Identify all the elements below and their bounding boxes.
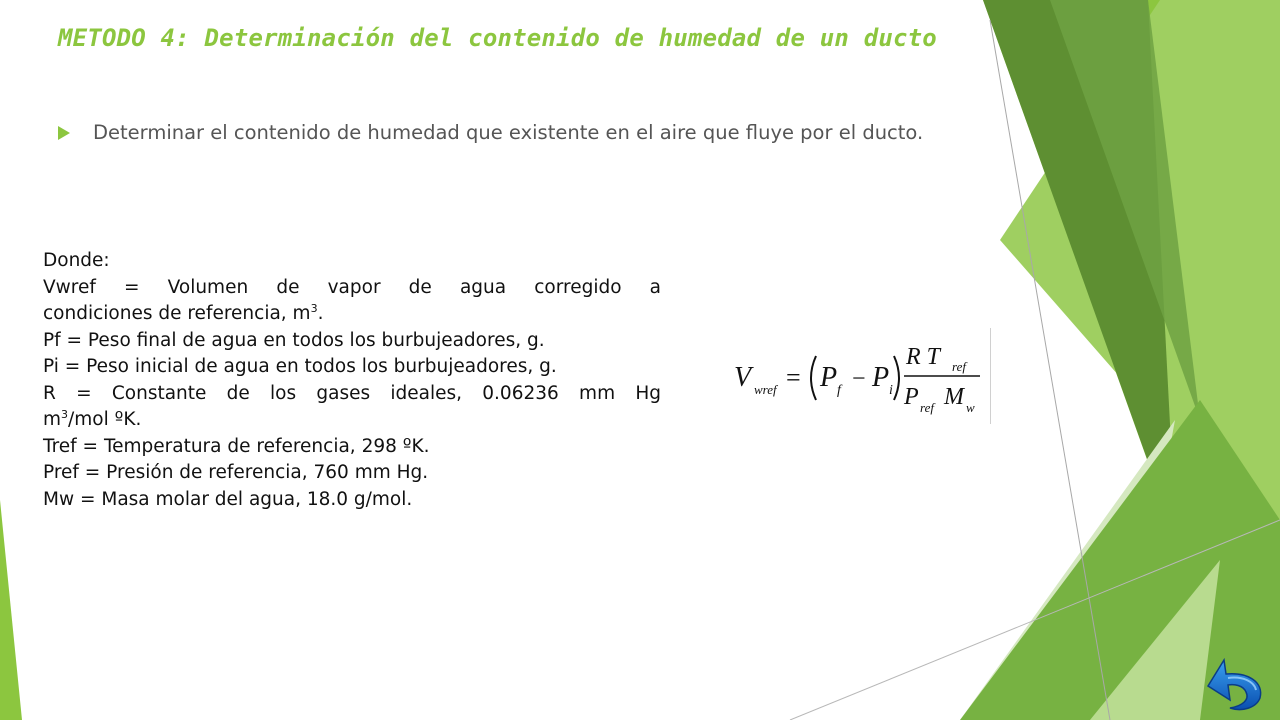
bullet-arrow-icon bbox=[58, 126, 70, 140]
legend-r-exponent: 3 bbox=[61, 408, 69, 421]
formula-denominator-p: P bbox=[904, 384, 919, 410]
bullet-text: Determinar el contenido de humedad que existente en el aire que fluye por el ducto. bbox=[93, 121, 924, 144]
formula-lhs: V bbox=[734, 362, 752, 393]
formula-numerator-sub: ref bbox=[952, 359, 966, 374]
legend-r-unit-m: m bbox=[43, 409, 62, 430]
formula-equals: = bbox=[786, 363, 801, 392]
left-green-wedge bbox=[0, 500, 22, 720]
legend-vwref-period: . bbox=[317, 303, 324, 324]
formula-right-paren bbox=[894, 356, 899, 400]
legend-r-line1: R = Constante de los gases ideales, 0.06236 mm Hg bbox=[43, 382, 661, 404]
formula-denominator-p-sub: ref bbox=[920, 400, 934, 415]
legend-vwref-line1: Vwref = Volumen de vapor de agua corregido a bbox=[43, 276, 661, 298]
variable-legend bbox=[43, 248, 661, 513]
formula-pi-sub: i bbox=[889, 383, 893, 398]
return-arrow-graphic bbox=[1198, 648, 1270, 714]
formula-pf: P bbox=[820, 362, 838, 393]
legend-r-line2 bbox=[43, 407, 661, 434]
legend-r-unit-rest: /mol ºK. bbox=[68, 409, 142, 430]
bullet-item bbox=[58, 118, 948, 147]
formula-left-paren bbox=[811, 356, 816, 400]
legend-tref: Tref = Temperatura de referencia, 298 ºK. bbox=[43, 435, 430, 457]
return-arrow-icon[interactable] bbox=[1198, 648, 1270, 714]
formula-pi: P bbox=[872, 362, 890, 393]
formula-denominator-m-sub: w bbox=[966, 400, 975, 415]
legend-vwref-exponent: 3 bbox=[310, 302, 318, 315]
formula-numerator: R T bbox=[906, 344, 941, 370]
legend-pref: Pref = Presión de referencia, 760 mm Hg. bbox=[43, 462, 429, 483]
formula-denominator-m: M bbox=[944, 384, 964, 410]
formula-image bbox=[722, 328, 991, 424]
legend-mw: Mw = Masa molar del agua, 18.0 g/mol. bbox=[43, 488, 413, 510]
formula-pf-sub: f bbox=[837, 383, 841, 398]
legend-vwref-text: condiciones de referencia, m bbox=[43, 303, 311, 324]
legend-pf: Pf = Peso final de agua en todos los burbujeadores, g. bbox=[43, 329, 545, 351]
legend-heading: Donde: bbox=[43, 250, 110, 271]
legend-vwref-line2 bbox=[43, 301, 661, 328]
formula-equation bbox=[722, 328, 990, 424]
formula-lhs-sub: wref bbox=[754, 382, 777, 397]
legend-pi: Pi = Peso inicial de agua en todos los burbujeadores, g. bbox=[43, 356, 557, 377]
formula-minus: − bbox=[852, 366, 866, 392]
slide-title: METODO 4: Determinación del contenido de humedad de un ducto bbox=[58, 24, 937, 52]
